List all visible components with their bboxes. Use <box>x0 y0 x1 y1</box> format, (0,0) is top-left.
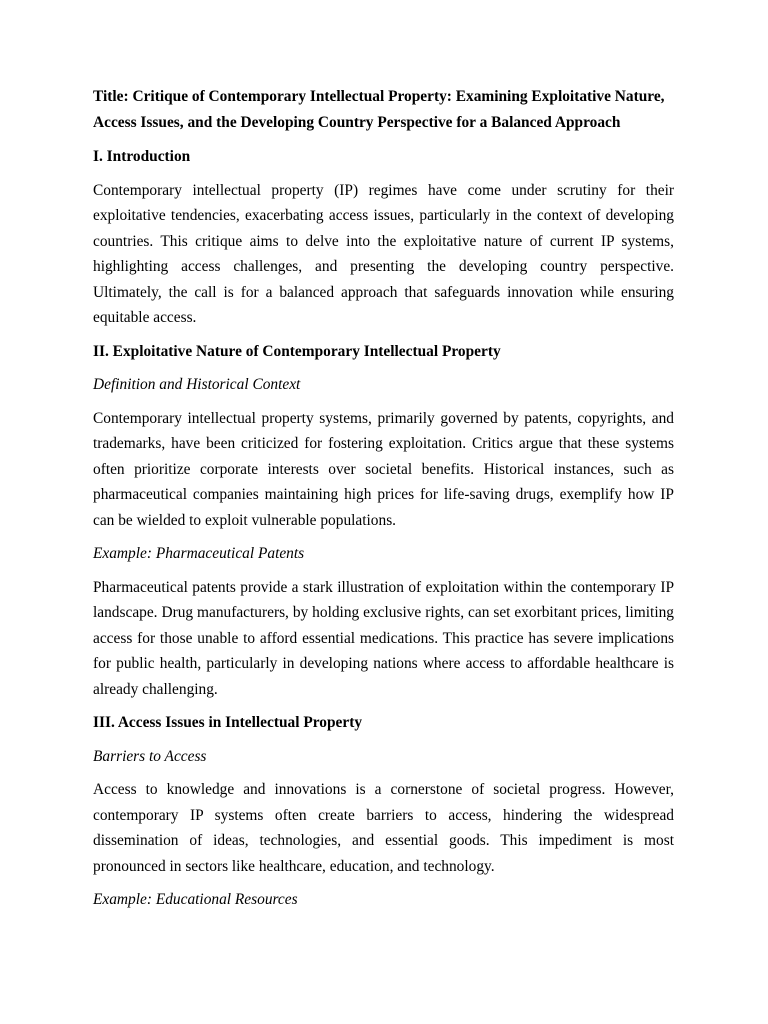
introduction-paragraph: Contemporary intellectual property (IP) regimes have come under scrutiny for their exploitative tendencies, exacerbating access issues, particularly in the context of developing countries. This critique aims to delve into the exploitative nature of current IP systems, highlighting access challenges, and presenting the developing country perspective. Ultimately, the call is for a balanced approach that safeguards innovation while ensuring equitable access. <box>93 181 674 326</box>
subheading-pharmaceutical-patents: Example: Pharmaceutical Patents <box>93 545 305 562</box>
barriers-paragraph: Access to knowledge and innovations is a cornerstone of societal progress. However, contemporary IP systems often create barriers to access, hindering the widespread dissemination of ideas, technologies, and essential goods. This impediment is most pronounced in sectors like healthcare, education, and technology. <box>93 781 674 875</box>
subheading-barriers-to-access: Barriers to Access <box>93 747 207 765</box>
subheading-definition-historical-context: Definition and Historical Context <box>93 376 301 393</box>
document-title: Title: Critique of Contemporary Intellectual Property: Examining Exploitative Nature, Access Issues, and the Developing Country Perspective for a Balanced Approach <box>93 88 665 131</box>
pharmaceutical-paragraph: Pharmaceutical patents provide a stark illustration of exploitation within the contemporary IP landscape. Drug manufacturers, by holding exclusive rights, can set exorbitant prices, limiting access for those unable to afford essential medications. This practice has severe implications for public health, particularly in developing nations where access to affordable healthcare is already challenging. <box>93 578 674 698</box>
definition-paragraph: Contemporary intellectual property systems, primarily governed by patents, copyrights, and trademarks, have been criticized for fostering exploitation. Critics argue that these systems often prioritize corporate interests over societal benefits. Historical instances, such as pharmaceutical companies maintaining high prices for life-saving drugs, exemplify how IP can be wielded to exploit vulnerable populations. <box>93 409 674 529</box>
document-body <box>93 84 674 921</box>
section-heading-access-issues: III. Access Issues in Intellectual Property <box>93 714 363 731</box>
section-heading-exploitative-nature: II. Exploitative Nature of Contemporary Intellectual Property <box>93 342 501 360</box>
section-heading-introduction: I. Introduction <box>93 148 191 165</box>
subheading-educational-resources: Example: Educational Resources <box>93 891 298 908</box>
